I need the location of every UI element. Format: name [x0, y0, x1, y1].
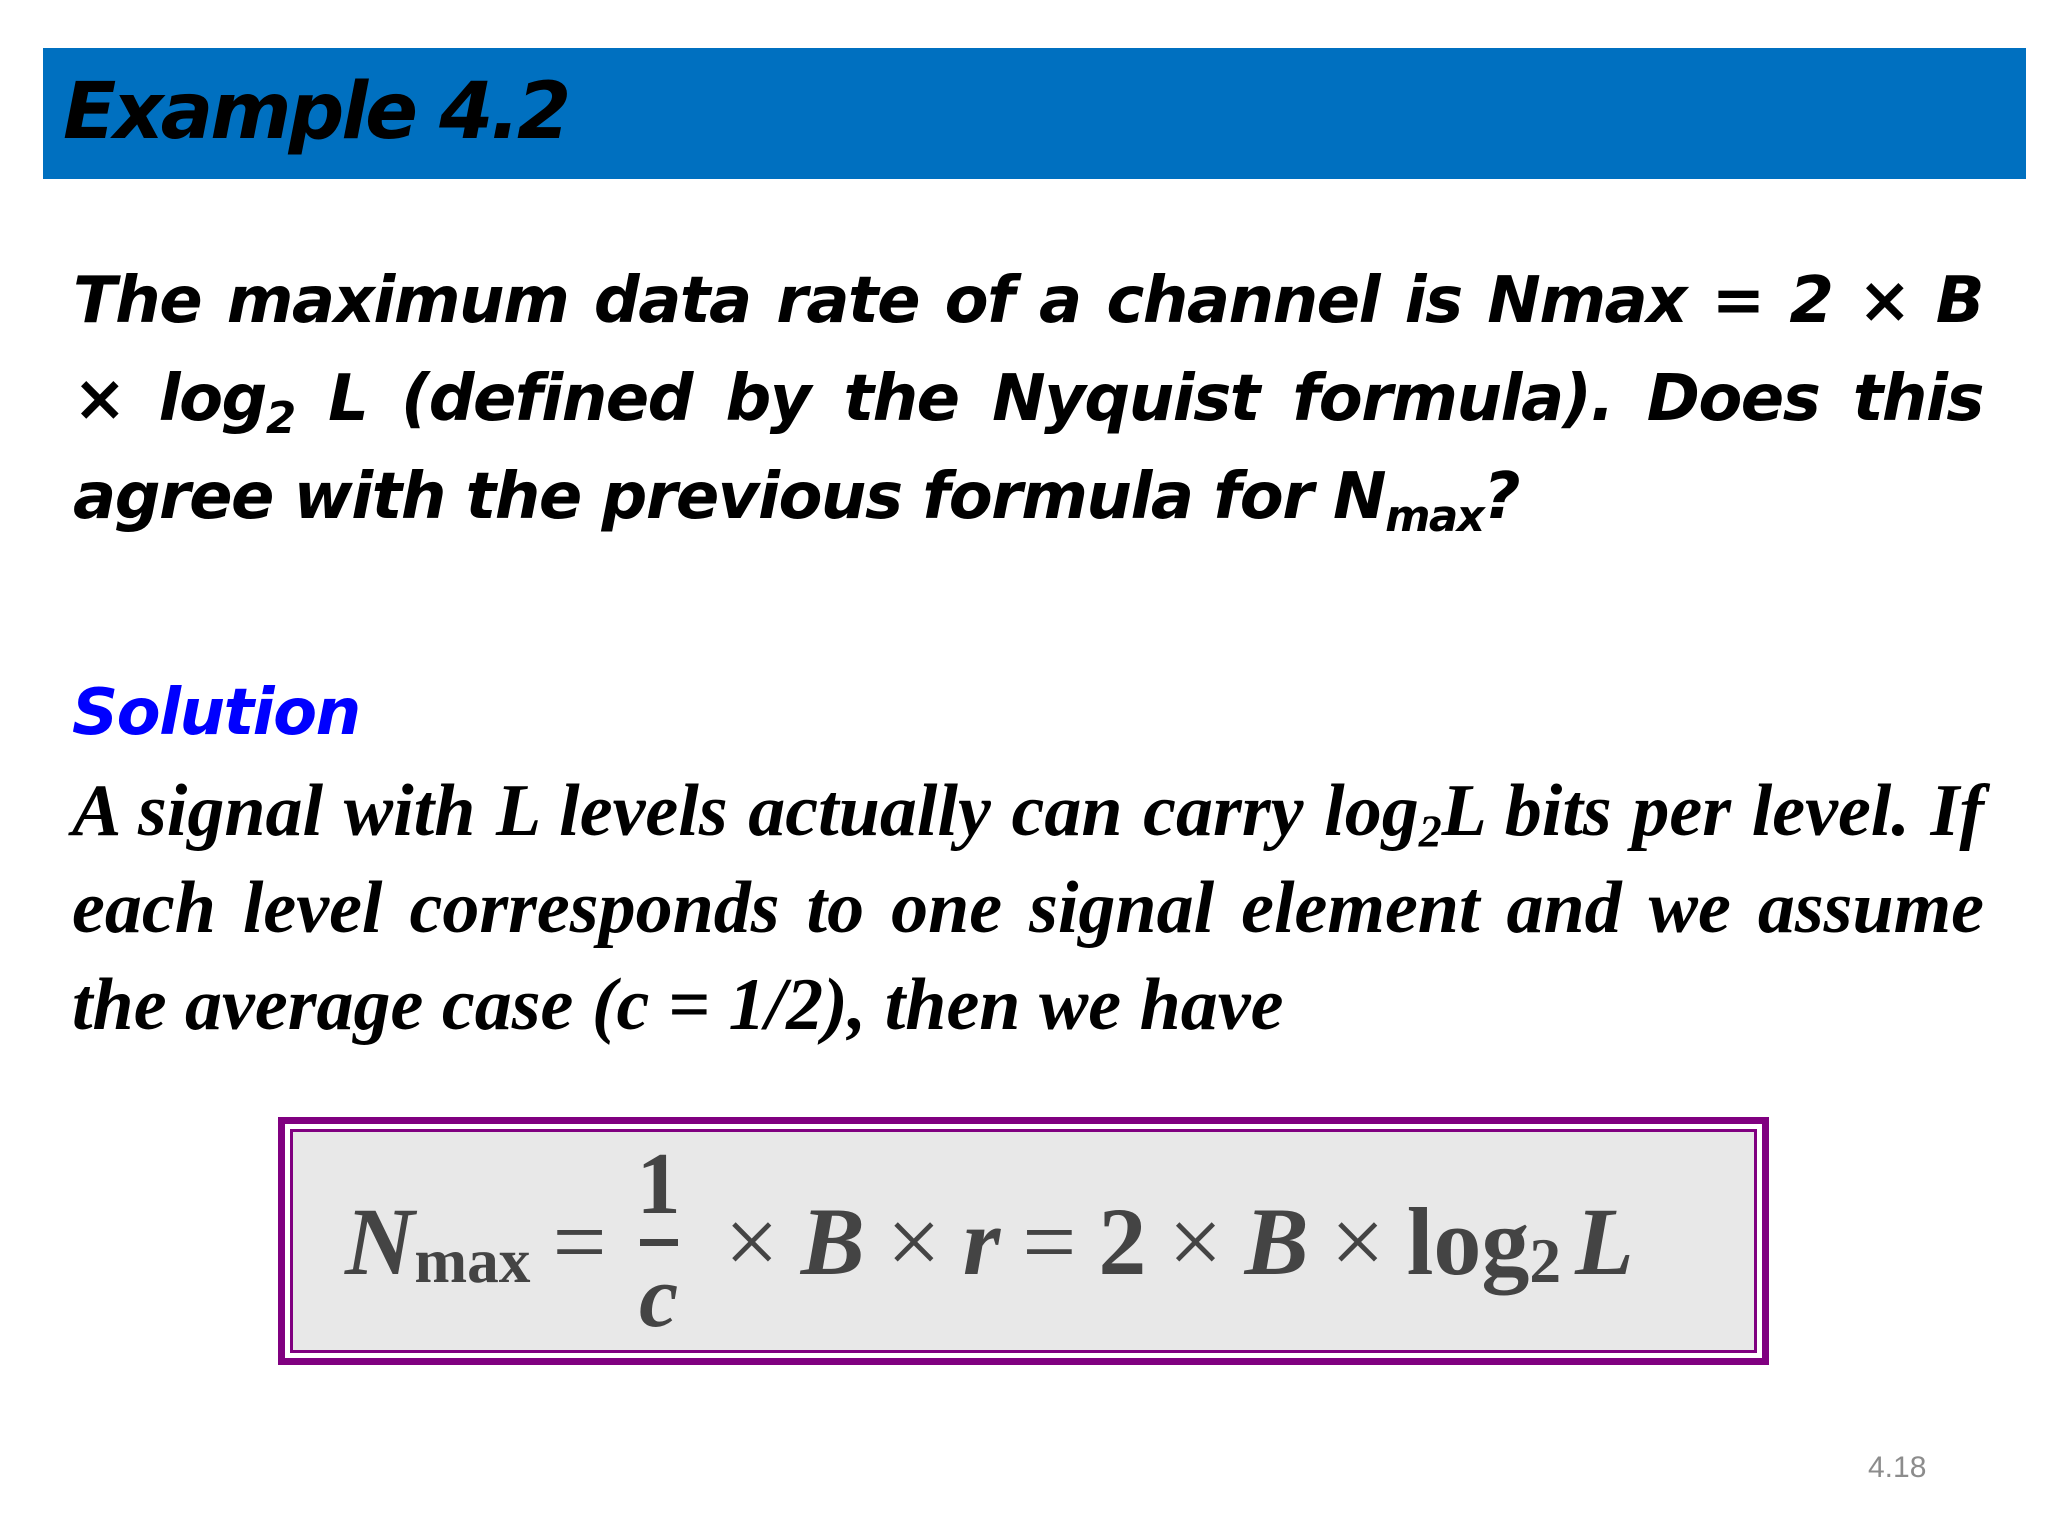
formula-times-3: × — [1168, 1187, 1223, 1295]
formula-log-subscript: 2 — [1529, 1225, 1562, 1296]
title-bar — [43, 48, 2026, 179]
formula-l: L — [1575, 1187, 1634, 1295]
formula-times-2: × — [886, 1187, 941, 1295]
formula-log: log — [1406, 1187, 1530, 1295]
formula-b-1: B — [800, 1187, 865, 1295]
formula-fraction-numerator: 1 — [636, 1135, 681, 1233]
solution-part-2: L bits per level. If each level corresponds to one signal element and we assume the average case (c = 1/2), then we have — [72, 770, 1984, 1046]
slide-title: Example 4.2 — [63, 67, 569, 157]
formula-b-2: B — [1244, 1187, 1309, 1295]
solution-part-1: A signal with L levels actually can carry log — [72, 770, 1419, 852]
question-text — [73, 252, 1983, 546]
solution-text — [72, 763, 1984, 1054]
formula-equals-1: = — [552, 1187, 607, 1295]
question-part-1: The maximum data rate of a channel is Nmax = 2 × B × log — [73, 264, 1983, 436]
page-number: 4.18 — [1868, 1451, 1927, 1484]
nyquist-formula — [345, 1132, 1634, 1350]
formula-fraction-bar — [640, 1239, 678, 1246]
formula-fraction-denominator: c — [639, 1248, 679, 1346]
solution-subscript-1: 2 — [1418, 805, 1442, 857]
formula-r: r — [962, 1187, 1001, 1295]
solution-heading: Solution — [72, 676, 360, 750]
formula-n-subscript: max — [414, 1225, 531, 1296]
formula-two: 2 — [1098, 1187, 1147, 1295]
formula-inner-frame — [290, 1129, 1757, 1353]
formula-box — [278, 1117, 1769, 1365]
formula-n: N — [345, 1187, 415, 1295]
formula-equals-2: = — [1022, 1187, 1077, 1295]
formula-fraction — [636, 1135, 681, 1346]
formula-times-1: × — [724, 1187, 779, 1295]
question-part-3: ? — [1483, 460, 1519, 534]
question-part-2: L (defined by the Nyquist formula). Does this agree with the previous formula for N — [73, 362, 1984, 534]
formula-times-4: × — [1330, 1187, 1385, 1295]
question-subscript-1: 2 — [265, 394, 295, 445]
question-subscript-2: max — [1385, 492, 1484, 543]
